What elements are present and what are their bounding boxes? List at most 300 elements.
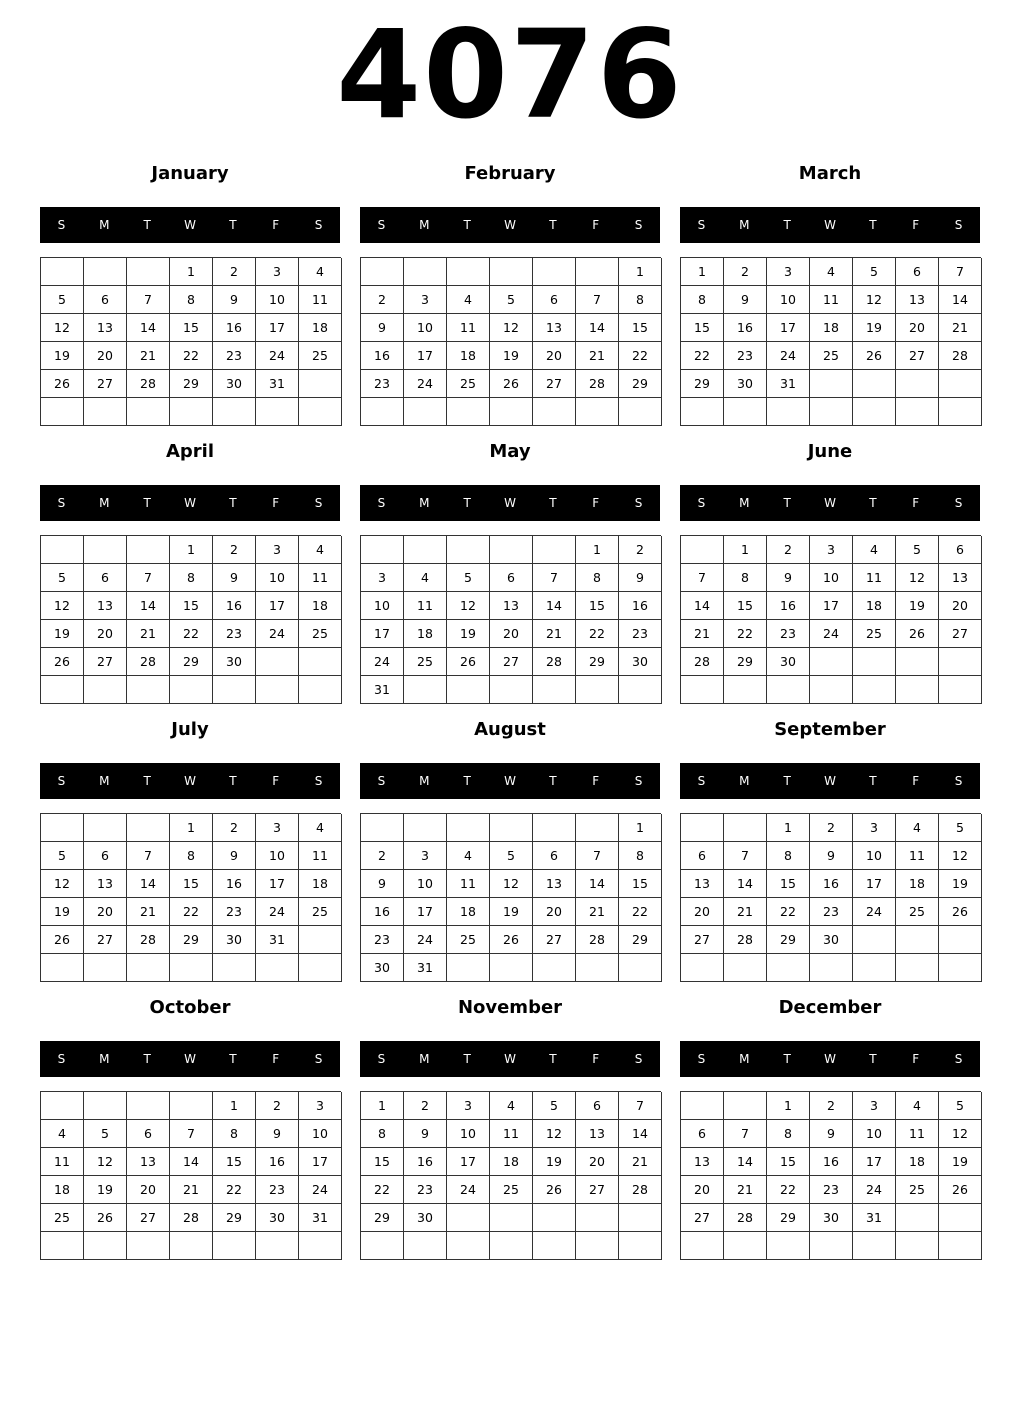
weekday-label: S xyxy=(697,218,706,232)
day-cell: 22 xyxy=(213,1176,256,1204)
day-cell: 27 xyxy=(84,926,127,954)
day-cell: 18 xyxy=(447,898,490,926)
weekday-label: F xyxy=(592,496,600,510)
day-cell: 31 xyxy=(256,370,299,398)
empty-day-cell xyxy=(576,398,619,426)
day-cell: 25 xyxy=(447,926,490,954)
day-cell: 6 xyxy=(533,842,576,870)
day-cell: 27 xyxy=(84,648,127,676)
empty-day-cell xyxy=(533,1232,576,1260)
empty-day-cell xyxy=(896,1232,939,1260)
day-cell: 26 xyxy=(84,1204,127,1232)
day-cell: 31 xyxy=(767,370,810,398)
day-cell: 18 xyxy=(490,1148,533,1176)
day-cell: 13 xyxy=(84,592,127,620)
day-cell: 5 xyxy=(490,286,533,314)
day-cell: 22 xyxy=(619,898,662,926)
day-cell: 23 xyxy=(724,342,767,370)
weekday-label: M xyxy=(739,496,750,510)
day-cell: 29 xyxy=(724,648,767,676)
day-cell: 28 xyxy=(127,926,170,954)
day-cell: 10 xyxy=(404,314,447,342)
day-cell: 6 xyxy=(681,842,724,870)
day-cell: 2 xyxy=(767,536,810,564)
day-cell: 5 xyxy=(41,286,84,314)
weekday-label: S xyxy=(57,774,66,788)
empty-day-cell xyxy=(41,1092,84,1120)
day-cell: 22 xyxy=(724,620,767,648)
day-cell: 8 xyxy=(576,564,619,592)
day-cell: 21 xyxy=(576,898,619,926)
weekday-label: S xyxy=(697,1052,706,1066)
day-cell: 4 xyxy=(299,814,342,842)
day-cell: 24 xyxy=(299,1176,342,1204)
weekday-label: S xyxy=(314,1052,323,1066)
day-cell: 3 xyxy=(767,258,810,286)
day-cell: 16 xyxy=(256,1148,299,1176)
weekday-label: W xyxy=(184,1052,196,1066)
day-cell: 22 xyxy=(361,1176,404,1204)
weekday-label: M xyxy=(419,774,430,788)
day-cell: 17 xyxy=(404,898,447,926)
day-cell: 11 xyxy=(447,870,490,898)
empty-day-cell xyxy=(490,536,533,564)
weekday-header-bar xyxy=(680,485,980,521)
weekday-label: T xyxy=(549,218,557,232)
day-cell: 15 xyxy=(724,592,767,620)
weekday-header-bar xyxy=(360,763,660,799)
day-cell: 24 xyxy=(256,342,299,370)
weekday-label: F xyxy=(592,218,600,232)
day-cell: 15 xyxy=(767,1148,810,1176)
empty-day-cell xyxy=(84,258,127,286)
day-cell: 13 xyxy=(681,1148,724,1176)
day-cell: 20 xyxy=(939,592,982,620)
day-cell: 27 xyxy=(939,620,982,648)
empty-day-cell xyxy=(447,676,490,704)
day-cell: 23 xyxy=(361,926,404,954)
day-cell: 14 xyxy=(724,1148,767,1176)
day-cell: 20 xyxy=(490,620,533,648)
day-cell: 30 xyxy=(619,648,662,676)
day-cell: 5 xyxy=(939,1092,982,1120)
day-cell: 25 xyxy=(810,342,853,370)
empty-day-cell xyxy=(724,814,767,842)
empty-day-cell xyxy=(576,676,619,704)
day-cell: 23 xyxy=(810,898,853,926)
day-cell: 10 xyxy=(853,842,896,870)
empty-day-cell xyxy=(127,954,170,982)
weekday-label: M xyxy=(99,774,110,788)
day-cell: 19 xyxy=(447,620,490,648)
day-cell: 7 xyxy=(724,1120,767,1148)
empty-day-cell xyxy=(681,1092,724,1120)
day-cell: 28 xyxy=(619,1176,662,1204)
weekday-label: S xyxy=(634,218,643,232)
day-cell: 20 xyxy=(84,342,127,370)
day-cell: 6 xyxy=(939,536,982,564)
empty-day-cell xyxy=(170,398,213,426)
weekday-label: W xyxy=(184,496,196,510)
day-cell: 5 xyxy=(84,1120,127,1148)
day-cell: 2 xyxy=(724,258,767,286)
day-cell: 1 xyxy=(170,536,213,564)
empty-day-cell xyxy=(256,1232,299,1260)
day-cell: 14 xyxy=(170,1148,213,1176)
weekday-label: F xyxy=(272,496,280,510)
empty-day-cell xyxy=(576,1232,619,1260)
empty-day-cell xyxy=(404,536,447,564)
day-cell: 21 xyxy=(576,342,619,370)
day-cell: 22 xyxy=(576,620,619,648)
day-cell: 29 xyxy=(619,926,662,954)
empty-day-cell xyxy=(127,1092,170,1120)
day-cell: 10 xyxy=(361,592,404,620)
weekday-label: S xyxy=(57,218,66,232)
day-cell: 1 xyxy=(170,814,213,842)
day-cell: 3 xyxy=(404,842,447,870)
empty-day-cell xyxy=(939,370,982,398)
day-cell: 18 xyxy=(299,592,342,620)
empty-day-cell xyxy=(490,814,533,842)
day-cell: 13 xyxy=(896,286,939,314)
day-cell: 12 xyxy=(853,286,896,314)
weekday-label: S xyxy=(697,496,706,510)
day-cell: 12 xyxy=(939,1120,982,1148)
day-cell: 29 xyxy=(361,1204,404,1232)
day-cell: 18 xyxy=(853,592,896,620)
empty-day-cell xyxy=(127,536,170,564)
day-cell: 8 xyxy=(767,842,810,870)
empty-day-cell xyxy=(767,676,810,704)
weekday-label: T xyxy=(463,774,471,788)
weekday-label: S xyxy=(697,774,706,788)
day-cell: 9 xyxy=(213,842,256,870)
day-cell: 27 xyxy=(490,648,533,676)
day-cell: 2 xyxy=(361,286,404,314)
day-cell: 27 xyxy=(84,370,127,398)
day-cell: 1 xyxy=(619,258,662,286)
weekday-label: W xyxy=(824,496,836,510)
day-cell: 26 xyxy=(490,926,533,954)
weekday-header-bar xyxy=(360,207,660,243)
day-grid xyxy=(40,1091,341,1260)
day-cell: 23 xyxy=(361,370,404,398)
empty-day-cell xyxy=(127,258,170,286)
day-cell: 7 xyxy=(619,1092,662,1120)
day-cell: 14 xyxy=(576,314,619,342)
day-cell: 17 xyxy=(810,592,853,620)
weekday-label: T xyxy=(549,496,557,510)
day-cell: 28 xyxy=(724,926,767,954)
empty-day-cell xyxy=(896,648,939,676)
day-cell: 14 xyxy=(681,592,724,620)
day-cell: 1 xyxy=(170,258,213,286)
weekday-label: S xyxy=(377,218,386,232)
day-cell: 9 xyxy=(810,842,853,870)
empty-day-cell xyxy=(361,814,404,842)
empty-day-cell xyxy=(853,1232,896,1260)
weekday-header-bar xyxy=(360,1041,660,1077)
day-cell: 4 xyxy=(896,1092,939,1120)
empty-day-cell xyxy=(724,1232,767,1260)
empty-day-cell xyxy=(447,258,490,286)
day-cell: 25 xyxy=(853,620,896,648)
day-cell: 20 xyxy=(533,342,576,370)
day-cell: 20 xyxy=(84,620,127,648)
day-cell: 6 xyxy=(896,258,939,286)
day-cell: 24 xyxy=(256,898,299,926)
day-cell: 19 xyxy=(490,342,533,370)
day-cell: 4 xyxy=(41,1120,84,1148)
day-cell: 9 xyxy=(404,1120,447,1148)
day-cell: 3 xyxy=(404,286,447,314)
day-cell: 9 xyxy=(724,286,767,314)
empty-day-cell xyxy=(767,954,810,982)
weekday-header-bar xyxy=(680,1041,980,1077)
day-cell: 17 xyxy=(447,1148,490,1176)
weekday-label: T xyxy=(143,774,151,788)
empty-day-cell xyxy=(619,1204,662,1232)
empty-day-cell xyxy=(576,814,619,842)
day-cell: 18 xyxy=(404,620,447,648)
day-cell: 10 xyxy=(299,1120,342,1148)
day-cell: 7 xyxy=(681,564,724,592)
day-grid xyxy=(360,257,661,426)
weekday-label: F xyxy=(912,1052,920,1066)
day-cell: 16 xyxy=(767,592,810,620)
day-cell: 19 xyxy=(41,342,84,370)
day-cell: 10 xyxy=(256,286,299,314)
day-cell: 15 xyxy=(213,1148,256,1176)
day-cell: 5 xyxy=(853,258,896,286)
weekday-label: T xyxy=(549,1052,557,1066)
day-cell: 16 xyxy=(810,870,853,898)
weekday-label: W xyxy=(504,496,516,510)
empty-day-cell xyxy=(681,398,724,426)
day-cell: 11 xyxy=(810,286,853,314)
day-cell: 10 xyxy=(810,564,853,592)
empty-day-cell xyxy=(447,1232,490,1260)
day-cell: 5 xyxy=(447,564,490,592)
day-cell: 3 xyxy=(810,536,853,564)
weekday-label: T xyxy=(229,774,237,788)
weekday-label: F xyxy=(592,1052,600,1066)
day-cell: 23 xyxy=(810,1176,853,1204)
day-cell: 4 xyxy=(810,258,853,286)
month-title: November xyxy=(457,997,563,1018)
day-cell: 3 xyxy=(256,814,299,842)
empty-day-cell xyxy=(681,676,724,704)
day-cell: 21 xyxy=(619,1148,662,1176)
empty-day-cell xyxy=(490,258,533,286)
weekday-label: F xyxy=(272,1052,280,1066)
weekday-label: M xyxy=(739,774,750,788)
empty-day-cell xyxy=(256,954,299,982)
day-cell: 17 xyxy=(256,592,299,620)
weekday-label: T xyxy=(229,496,237,510)
empty-day-cell xyxy=(724,398,767,426)
weekday-label: M xyxy=(419,1052,430,1066)
day-cell: 26 xyxy=(896,620,939,648)
day-cell: 25 xyxy=(490,1176,533,1204)
day-cell: 24 xyxy=(853,1176,896,1204)
day-cell: 12 xyxy=(490,870,533,898)
day-cell: 16 xyxy=(361,898,404,926)
day-cell: 17 xyxy=(767,314,810,342)
day-cell: 29 xyxy=(767,926,810,954)
empty-day-cell xyxy=(939,676,982,704)
day-cell: 28 xyxy=(533,648,576,676)
weekday-label: F xyxy=(272,774,280,788)
weekday-header-bar xyxy=(40,207,340,243)
day-cell: 6 xyxy=(84,286,127,314)
day-cell: 18 xyxy=(299,870,342,898)
day-cell: 13 xyxy=(490,592,533,620)
day-cell: 21 xyxy=(724,898,767,926)
weekday-label: T xyxy=(463,218,471,232)
day-cell: 27 xyxy=(896,342,939,370)
empty-day-cell xyxy=(853,954,896,982)
empty-day-cell xyxy=(896,370,939,398)
empty-day-cell xyxy=(84,1232,127,1260)
weekday-label: W xyxy=(824,218,836,232)
day-cell: 8 xyxy=(170,842,213,870)
day-cell: 2 xyxy=(256,1092,299,1120)
day-cell: 2 xyxy=(810,814,853,842)
weekday-label: W xyxy=(504,218,516,232)
empty-day-cell xyxy=(939,954,982,982)
weekday-label: M xyxy=(419,496,430,510)
day-cell: 15 xyxy=(361,1148,404,1176)
day-cell: 15 xyxy=(170,314,213,342)
day-cell: 14 xyxy=(724,870,767,898)
day-cell: 26 xyxy=(447,648,490,676)
empty-day-cell xyxy=(810,398,853,426)
day-cell: 19 xyxy=(853,314,896,342)
day-cell: 28 xyxy=(127,370,170,398)
day-cell: 20 xyxy=(533,898,576,926)
empty-day-cell xyxy=(896,926,939,954)
day-cell: 18 xyxy=(896,1148,939,1176)
day-cell: 23 xyxy=(256,1176,299,1204)
day-cell: 29 xyxy=(619,370,662,398)
day-cell: 2 xyxy=(810,1092,853,1120)
empty-day-cell xyxy=(853,926,896,954)
empty-day-cell xyxy=(896,1204,939,1232)
day-cell: 21 xyxy=(724,1176,767,1204)
empty-day-cell xyxy=(127,398,170,426)
day-cell: 9 xyxy=(767,564,810,592)
empty-day-cell xyxy=(767,1232,810,1260)
empty-day-cell xyxy=(84,954,127,982)
day-cell: 2 xyxy=(404,1092,447,1120)
empty-day-cell xyxy=(213,676,256,704)
day-cell: 13 xyxy=(84,870,127,898)
weekday-label: S xyxy=(634,496,643,510)
weekday-label: T xyxy=(143,218,151,232)
day-cell: 4 xyxy=(853,536,896,564)
month-title: July xyxy=(171,719,209,740)
empty-day-cell xyxy=(299,648,342,676)
empty-day-cell xyxy=(939,926,982,954)
day-cell: 30 xyxy=(213,370,256,398)
empty-day-cell xyxy=(447,954,490,982)
day-cell: 10 xyxy=(404,870,447,898)
empty-day-cell xyxy=(853,370,896,398)
day-cell: 17 xyxy=(256,314,299,342)
day-cell: 21 xyxy=(939,314,982,342)
weekday-label: T xyxy=(869,218,877,232)
empty-day-cell xyxy=(170,1092,213,1120)
day-cell: 29 xyxy=(170,926,213,954)
day-cell: 5 xyxy=(939,814,982,842)
empty-day-cell xyxy=(810,648,853,676)
day-cell: 8 xyxy=(619,286,662,314)
empty-day-cell xyxy=(619,1232,662,1260)
day-cell: 24 xyxy=(404,370,447,398)
day-cell: 27 xyxy=(533,926,576,954)
weekday-label: F xyxy=(272,218,280,232)
weekday-label: S xyxy=(377,1052,386,1066)
day-cell: 23 xyxy=(213,620,256,648)
day-cell: 23 xyxy=(767,620,810,648)
empty-day-cell xyxy=(681,1232,724,1260)
day-cell: 28 xyxy=(170,1204,213,1232)
day-cell: 21 xyxy=(127,342,170,370)
empty-day-cell xyxy=(853,398,896,426)
day-cell: 23 xyxy=(619,620,662,648)
day-cell: 12 xyxy=(533,1120,576,1148)
day-cell: 27 xyxy=(533,370,576,398)
weekday-header-bar xyxy=(40,1041,340,1077)
day-cell: 9 xyxy=(256,1120,299,1148)
weekday-label: W xyxy=(824,774,836,788)
day-cell: 9 xyxy=(213,286,256,314)
day-cell: 9 xyxy=(619,564,662,592)
day-cell: 20 xyxy=(681,1176,724,1204)
day-cell: 20 xyxy=(896,314,939,342)
empty-day-cell xyxy=(41,1232,84,1260)
day-cell: 18 xyxy=(810,314,853,342)
day-cell: 18 xyxy=(299,314,342,342)
day-cell: 1 xyxy=(619,814,662,842)
day-cell: 6 xyxy=(127,1120,170,1148)
day-cell: 1 xyxy=(724,536,767,564)
year-title: 4076 xyxy=(336,4,684,146)
day-cell: 29 xyxy=(170,648,213,676)
day-cell: 30 xyxy=(213,648,256,676)
day-cell: 3 xyxy=(361,564,404,592)
empty-day-cell xyxy=(896,954,939,982)
day-cell: 3 xyxy=(447,1092,490,1120)
day-cell: 13 xyxy=(84,314,127,342)
day-cell: 5 xyxy=(490,842,533,870)
day-cell: 8 xyxy=(724,564,767,592)
weekday-label: S xyxy=(314,774,323,788)
day-grid xyxy=(680,1091,981,1260)
day-cell: 24 xyxy=(853,898,896,926)
day-cell: 25 xyxy=(896,1176,939,1204)
day-cell: 25 xyxy=(404,648,447,676)
day-cell: 15 xyxy=(767,870,810,898)
day-cell: 2 xyxy=(619,536,662,564)
day-cell: 14 xyxy=(939,286,982,314)
day-cell: 30 xyxy=(724,370,767,398)
day-cell: 12 xyxy=(490,314,533,342)
empty-day-cell xyxy=(361,398,404,426)
day-cell: 28 xyxy=(127,648,170,676)
